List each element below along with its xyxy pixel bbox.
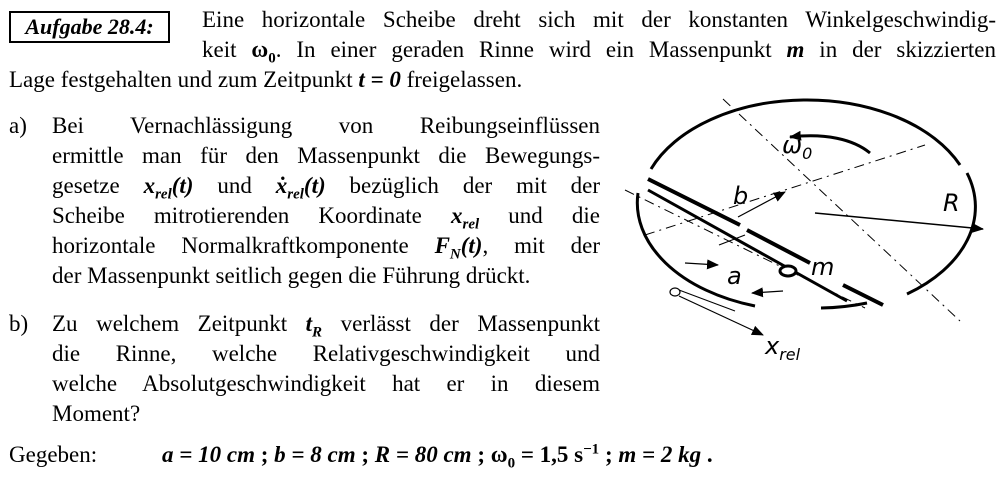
task-label: Aufgabe 28.4:: [9, 11, 170, 43]
disc-outline-bottom: [821, 303, 867, 308]
part-a-line-5: horizontale Normalkraftkomponente $F_N(t)$, mit der: [52, 233, 600, 263]
part-a-line-6: der Massenpunkt seitlich gegen die Führung drückt.: [52, 263, 531, 288]
mass-point: [780, 266, 796, 276]
xrel-label: $x_{rel}$: [765, 332, 801, 364]
intro-line-1: Eine horizontale Scheibe dreht sich mit der konstanten Winkelgeschwindig-: [202, 7, 996, 32]
part-a-line-1: Bei Vernachlässigung von Reibungseinflüssen: [52, 113, 600, 138]
given-values: a = 10 cm ; b = 8 cm ; R = 80 cm ; $\omega_0 = 1,5$ $s^{-1}$ ; m = 2 kg .: [162, 441, 713, 472]
part-a-line-2: ermittle man für den Massenpunkt die Bewegungs-: [52, 143, 600, 168]
rail-inner-lower: [843, 285, 883, 305]
rail-outer-upper: [648, 179, 740, 225]
part-a-line-3: gesetze $x_{rel}(t)$ und ẋ$_{rel}$(t) bezüglich der mit der: [52, 173, 601, 203]
r-label: R: [943, 189, 960, 217]
origin-marker: [670, 288, 680, 296]
b-label: b: [733, 182, 749, 210]
intro-line-2: keit $\omega_0$. In einer geraden Rinne wird ein Massenpunkt m in der skizzierten: [202, 37, 996, 67]
part-a-label: a): [9, 113, 27, 138]
xrel-arrow: [679, 296, 763, 335]
a-dim-arrow-2: [752, 291, 783, 293]
part-b-line-3: welche Absolutgeschwindigkeit hat er in diesem: [52, 371, 600, 396]
a-label: a: [727, 262, 742, 290]
part-a-line-4: Scheibe mitrotierenden Koordinate $x_{rel}$ und die: [52, 203, 600, 233]
disc-figure: [615, 95, 1005, 425]
part-b-line-2: die Rinne, welche Relativgeschwindigkeit und: [52, 341, 600, 366]
omega-label: $\omega_0$: [782, 131, 813, 163]
m-label: m: [811, 253, 835, 281]
part-b-label: b): [9, 311, 29, 336]
disc-outline-right: [907, 173, 975, 294]
part-b-line-1: Zu welchem Zeitpunkt $t_R$ verlässt der Massenpunkt: [52, 311, 600, 341]
intro-line-3: Lage festgehalten und zum Zeitpunkt t = 0 freigelassen.: [9, 67, 523, 92]
rail-inner-upper: [747, 230, 810, 263]
given-label: Gegeben:: [9, 442, 98, 467]
part-b-line-4: Moment?: [52, 401, 141, 426]
a-dim-arrow-1: [685, 263, 718, 265]
